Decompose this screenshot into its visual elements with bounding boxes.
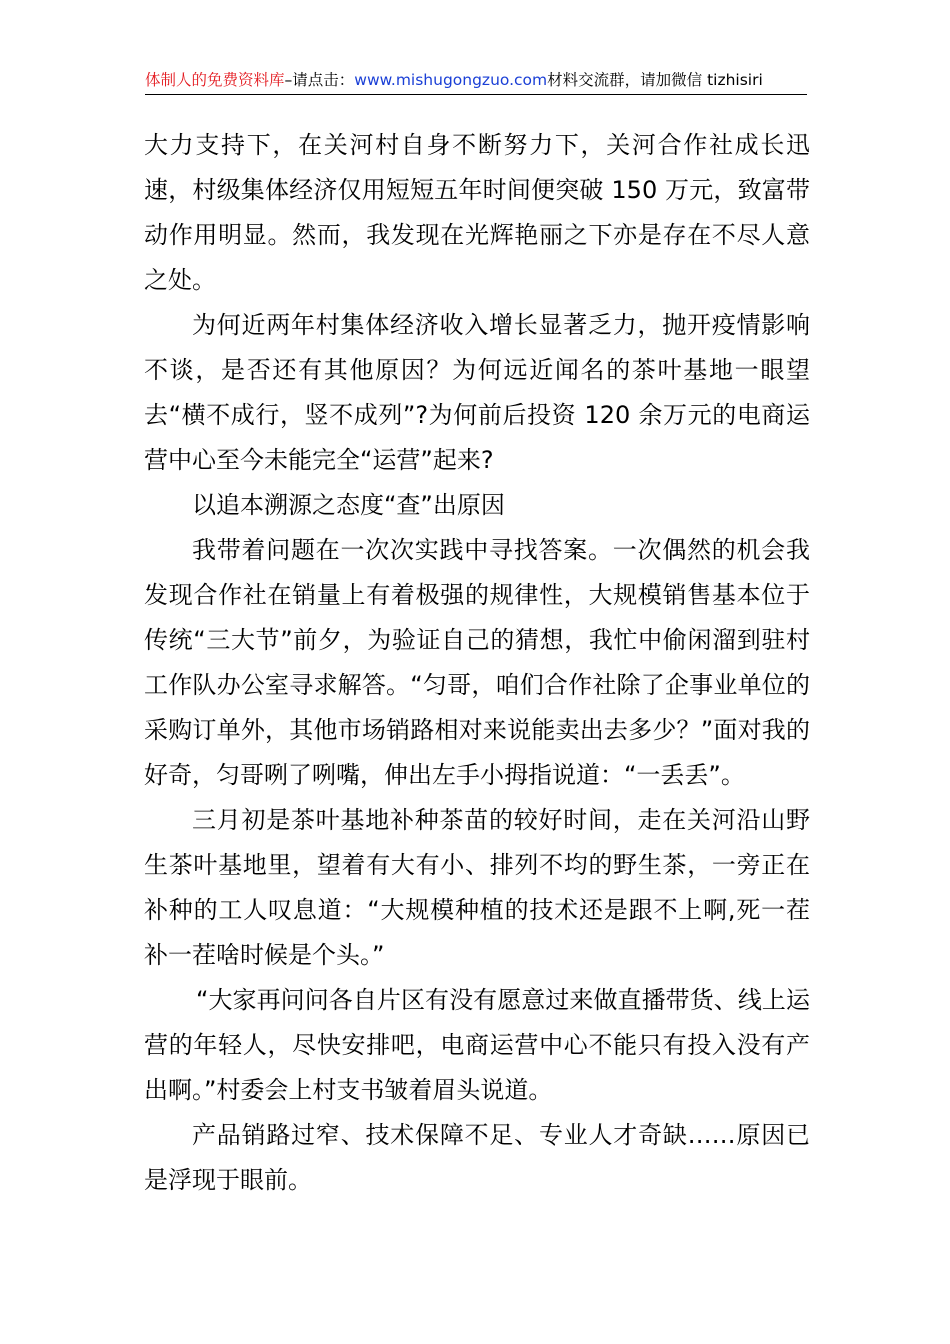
section-heading: 以追本溯源之态度“查”出原因: [192, 491, 505, 519]
page-header: [145, 66, 807, 95]
paragraph-1: 大力支持下，在关河村自身不断努力下，关河合作社成长迅速，村级集体经济仅用短短五年时间便突破 150 万元，致富带动作用明显。然而，我发现在光辉艳丽之下亦是存在不尽人意之处。: [144, 131, 810, 294]
paragraph-6: 产品销路过窄、技术保障不足、专业人才奇缺……原因已是浮现于眼前。: [144, 1121, 810, 1194]
paragraph-2: 为何近两年村集体经济收入增长显著乏力，抛开疫情影响不谈，是否还有其他原因？为何远近闻名的茶叶基地一眼望去“横不成行，竖不成列”?为何前后投资 120 余万元的电商运营中心至今未能完全“运营”起来?: [144, 311, 810, 474]
paragraph-4: 三月初是茶叶基地补种茶苗的较好时间，走在关河沿山野生茶叶基地里，望着有大有小、排列不均的野生茶，一旁正在补种的工人叹息道：“大规模种植的技术还是跟不上啊,死一茬补一茬啥时候是个头。”: [144, 806, 810, 969]
paragraph-5: “大家再问问各自片区有没有愿意过来做直播带货、线上运营的年轻人，尽快安排吧，电商运营中心不能只有投入没有产出啊。”村委会上村支书皱着眉头说道。: [144, 986, 810, 1104]
header-brand: 体制人的免费资料库: [145, 71, 285, 89]
header-link[interactable]: www.mishugongzuo.com: [354, 71, 548, 89]
header-separator: –请点击：: [284, 71, 355, 89]
paragraph-3: 我带着问题在一次次实践中寻找答案。一次偶然的机会我发现合作社在销量上有着极强的规律性，大规模销售基本位于传统“三大节”前夕，为验证自己的猜想，我忙中偷闲溜到驻村工作队办公室寻求解答。“匀哥，咱们合作社除了企事业单位的采购订单外，其他市场销路相对来说能卖出去多少？”面对我的好奇，匀哥咧了咧嘴，伸出左手小拇指说道：“一丢丢”。: [144, 536, 810, 789]
header-tail: 材料交流群，请加微信 tizhisiri: [547, 71, 763, 89]
article-body: [144, 123, 810, 1203]
